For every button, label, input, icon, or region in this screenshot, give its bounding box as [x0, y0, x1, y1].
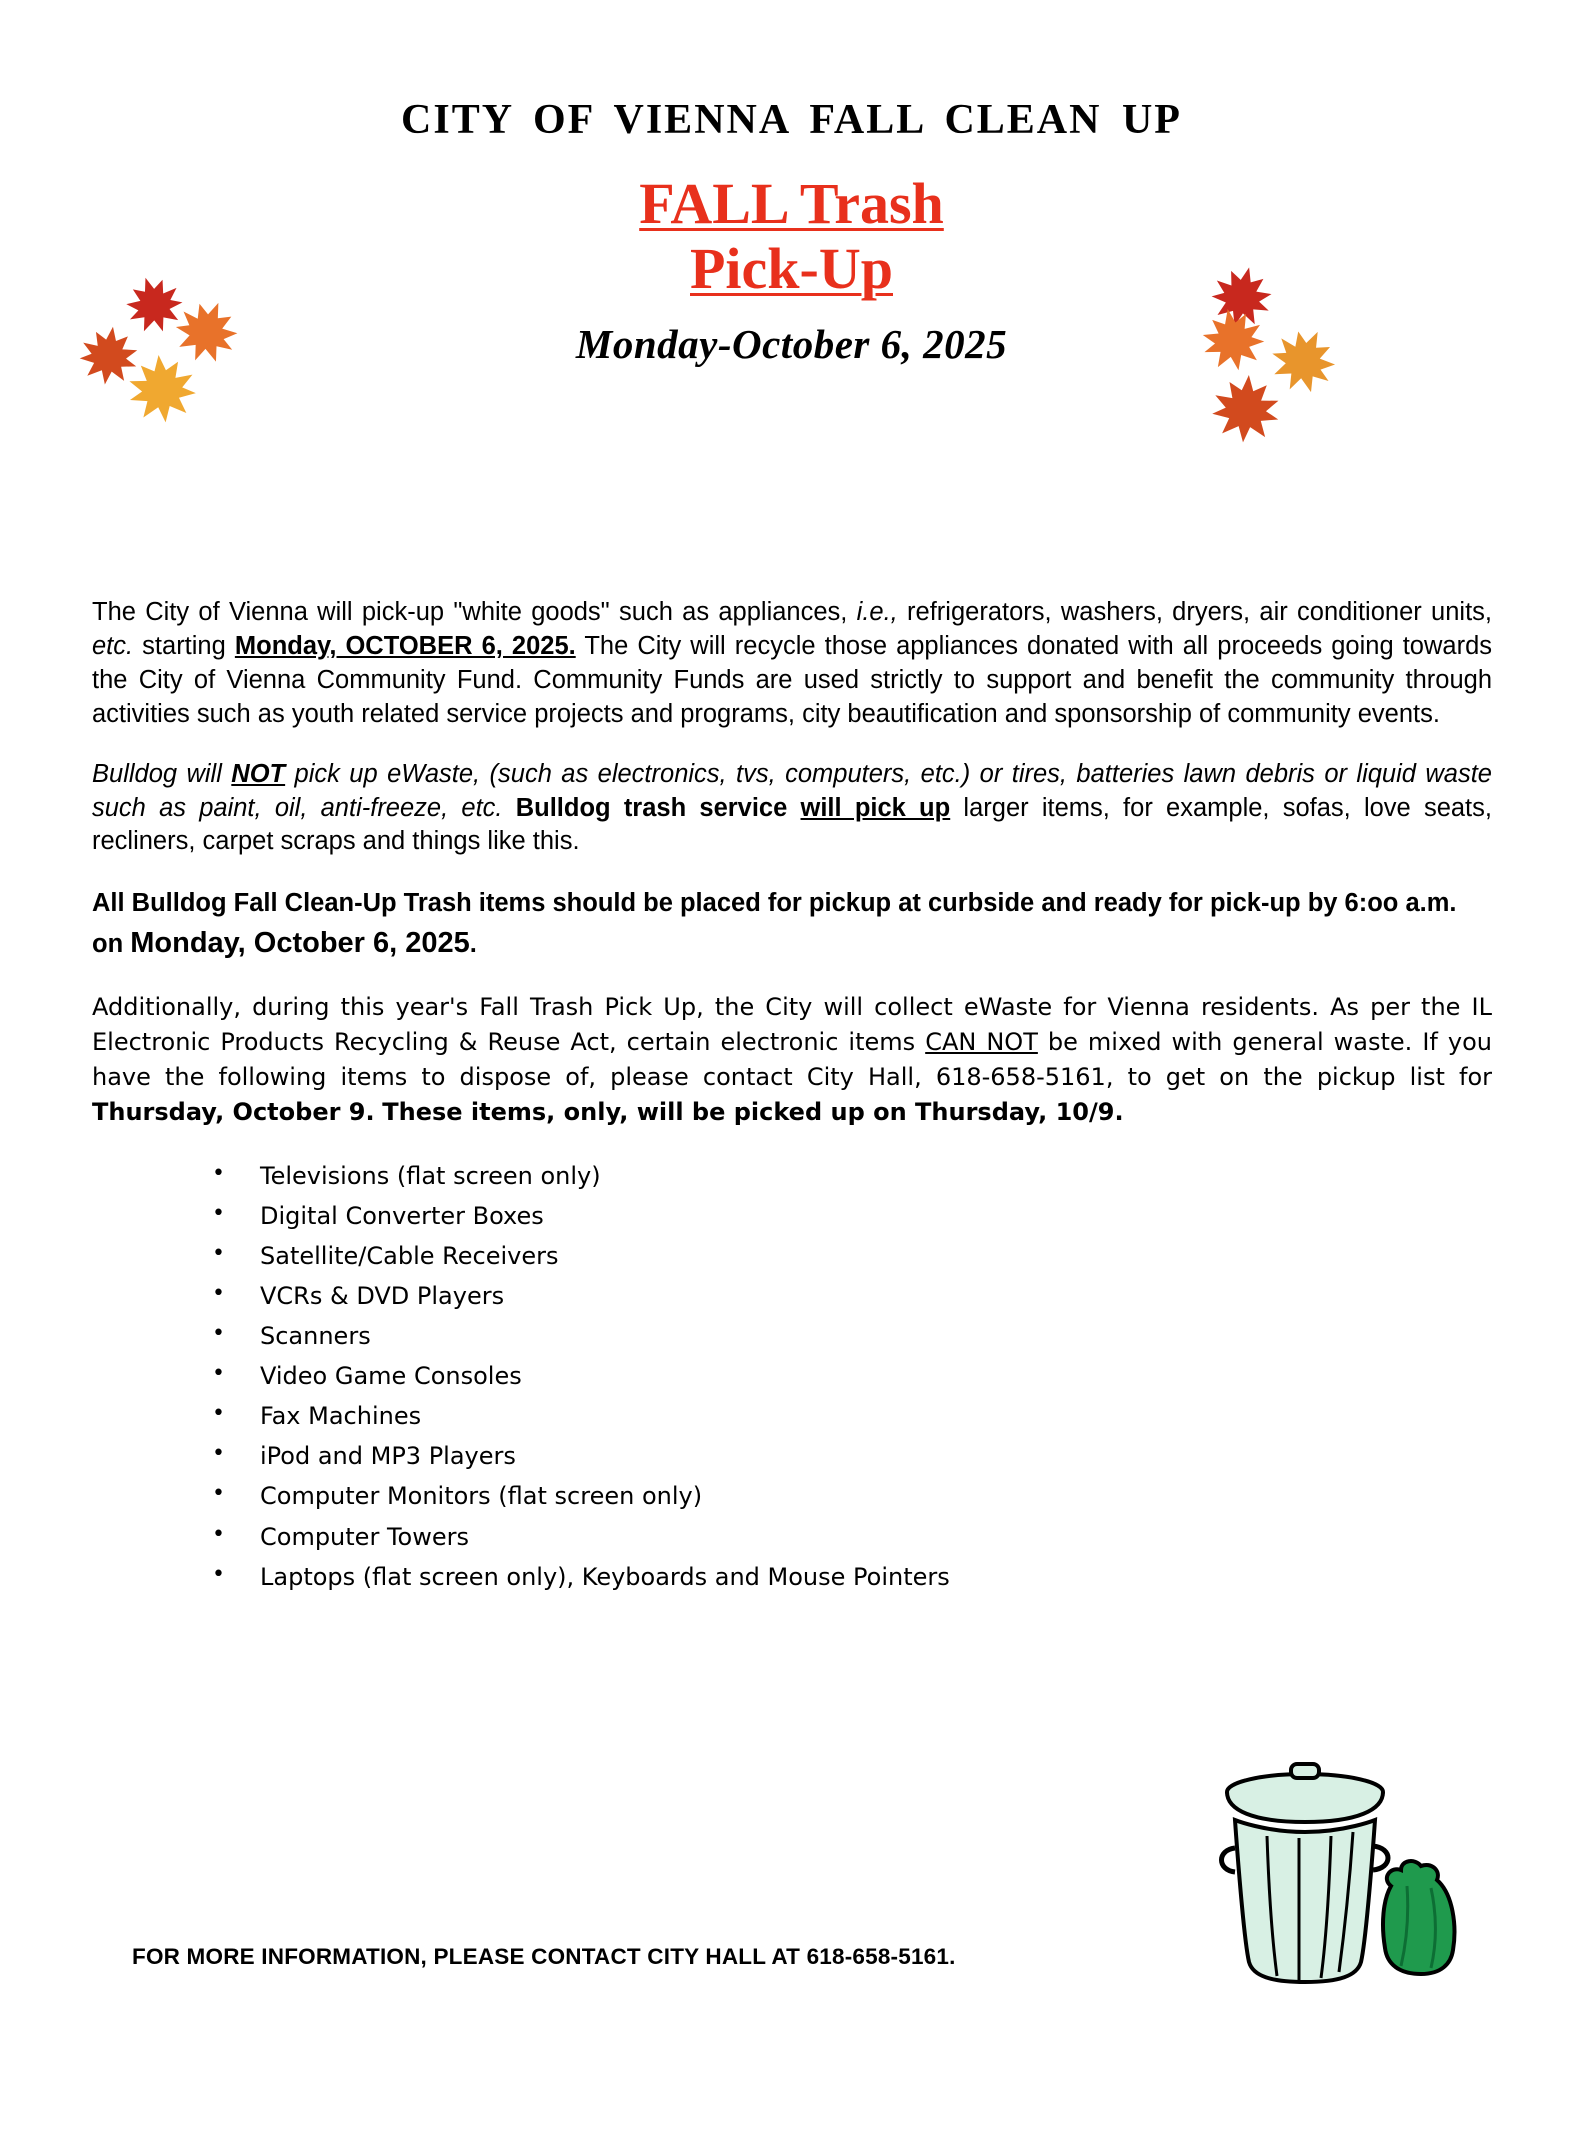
list-item: • Computer Monitors (flat screen only)	[212, 1480, 1492, 1513]
autumn-leaves-left-decoration	[78, 274, 278, 464]
text-run: pick up eWaste, (such as electronics, tvs, computers, etc.) or tires, batteries lawn debris or liquid waste such as paint, oil, anti-freeze, etc.	[92, 759, 1492, 822]
list-item: • Scanners	[212, 1320, 1492, 1353]
body-content	[92, 596, 1492, 1601]
text-run-italic: i.e.,	[856, 598, 898, 626]
paragraph-curbside-instructions	[92, 885, 1492, 964]
headline	[639, 172, 944, 302]
text-run-date: Monday, October 6, 2025	[130, 927, 470, 960]
paragraph-white-goods	[92, 596, 1492, 732]
list-item: • Video Game Consoles	[212, 1360, 1492, 1393]
list-item: • Satellite/Cable Receivers	[212, 1240, 1492, 1273]
text-run: Bulldog will	[92, 759, 232, 788]
paragraph-ewaste-info	[92, 990, 1492, 1129]
ewaste-item-list	[92, 1160, 1492, 1594]
text-run: All Bulldog Fall Clean-Up Trash items should be placed for pickup at curbside and ready for pick-up by 6:oo a.m. on	[92, 889, 1457, 959]
maple-leaf-icon	[1207, 369, 1285, 447]
text-run-willpickup: will pick up	[800, 793, 951, 822]
text-run: larger items, for example, sofas, love seats, recliners, carpet scraps and things like this.	[92, 793, 1492, 856]
text-run: .	[469, 930, 477, 959]
list-item: • VCRs & DVD Players	[212, 1280, 1492, 1313]
text-run: The City will recycle those appliances donated with all proceeds going towards the City of Vienna Community Fund. Community Funds are used strictly to support and benefit the community through activities such as youth related service projects and programs, city beautification and sponsorship of community events.	[92, 631, 1492, 728]
headline-line-2: Pick-Up	[690, 235, 893, 301]
text-run: The City of Vienna will pick-up "white goods" such as appliances,	[92, 598, 857, 626]
list-item: • Digital Converter Boxes	[212, 1200, 1492, 1233]
text-run-date: Monday, OCTOBER 6, 2025.	[234, 631, 576, 660]
event-date: Monday-October 6, 2025	[575, 320, 1008, 367]
flyer-page	[0, 96, 1583, 2144]
list-item: • Fax Machines	[212, 1400, 1492, 1433]
text-run-bold: These items, only, will be picked up on Thursday, 10/9.	[382, 1097, 1124, 1126]
list-item: • Televisions (flat screen only)	[212, 1160, 1492, 1193]
text-run-cannot: CAN NOT	[925, 1028, 1038, 1057]
text-run: starting	[133, 631, 235, 660]
text-run: refrigerators, washers, dryers, air conditioner units,	[897, 598, 1492, 626]
page-title: CITY OF VIENNA FALL CLEAN UP	[401, 97, 1182, 143]
headline-block	[0, 172, 1583, 302]
text-run-not: NOT	[231, 759, 286, 788]
list-item: • Laptops (flat screen only), Keyboards and Mouse Pointers	[212, 1561, 1492, 1594]
list-item: • Computer Towers	[212, 1521, 1492, 1554]
text-run-thursday: Thursday, October 9.	[92, 1097, 375, 1126]
list-item: • iPod and MP3 Players	[212, 1440, 1492, 1473]
headline-line-1: FALL Trash	[639, 171, 944, 236]
text-run-bold: Bulldog trash service	[502, 793, 801, 822]
paragraph-exclusions	[92, 758, 1492, 860]
trash-can-illustration	[1195, 1736, 1495, 1996]
text-run: Additionally, during this year's Fall Trash Pick Up, the City will collect eWaste for Vienna residents. As per the IL Electronic Products Recycling & Reuse Act, certain electronic items	[92, 993, 1492, 1057]
footer-contact: FOR MORE INFORMATION, PLEASE CONTACT CITY HALL AT 618-658-5161.	[132, 1944, 956, 1969]
text-run: be mixed with general waste. If you have the following items to dispose of, please contact City Hall, 618-658-5161, to get on the pickup list for	[92, 1028, 1492, 1091]
text-run-italic: etc.	[92, 631, 134, 660]
